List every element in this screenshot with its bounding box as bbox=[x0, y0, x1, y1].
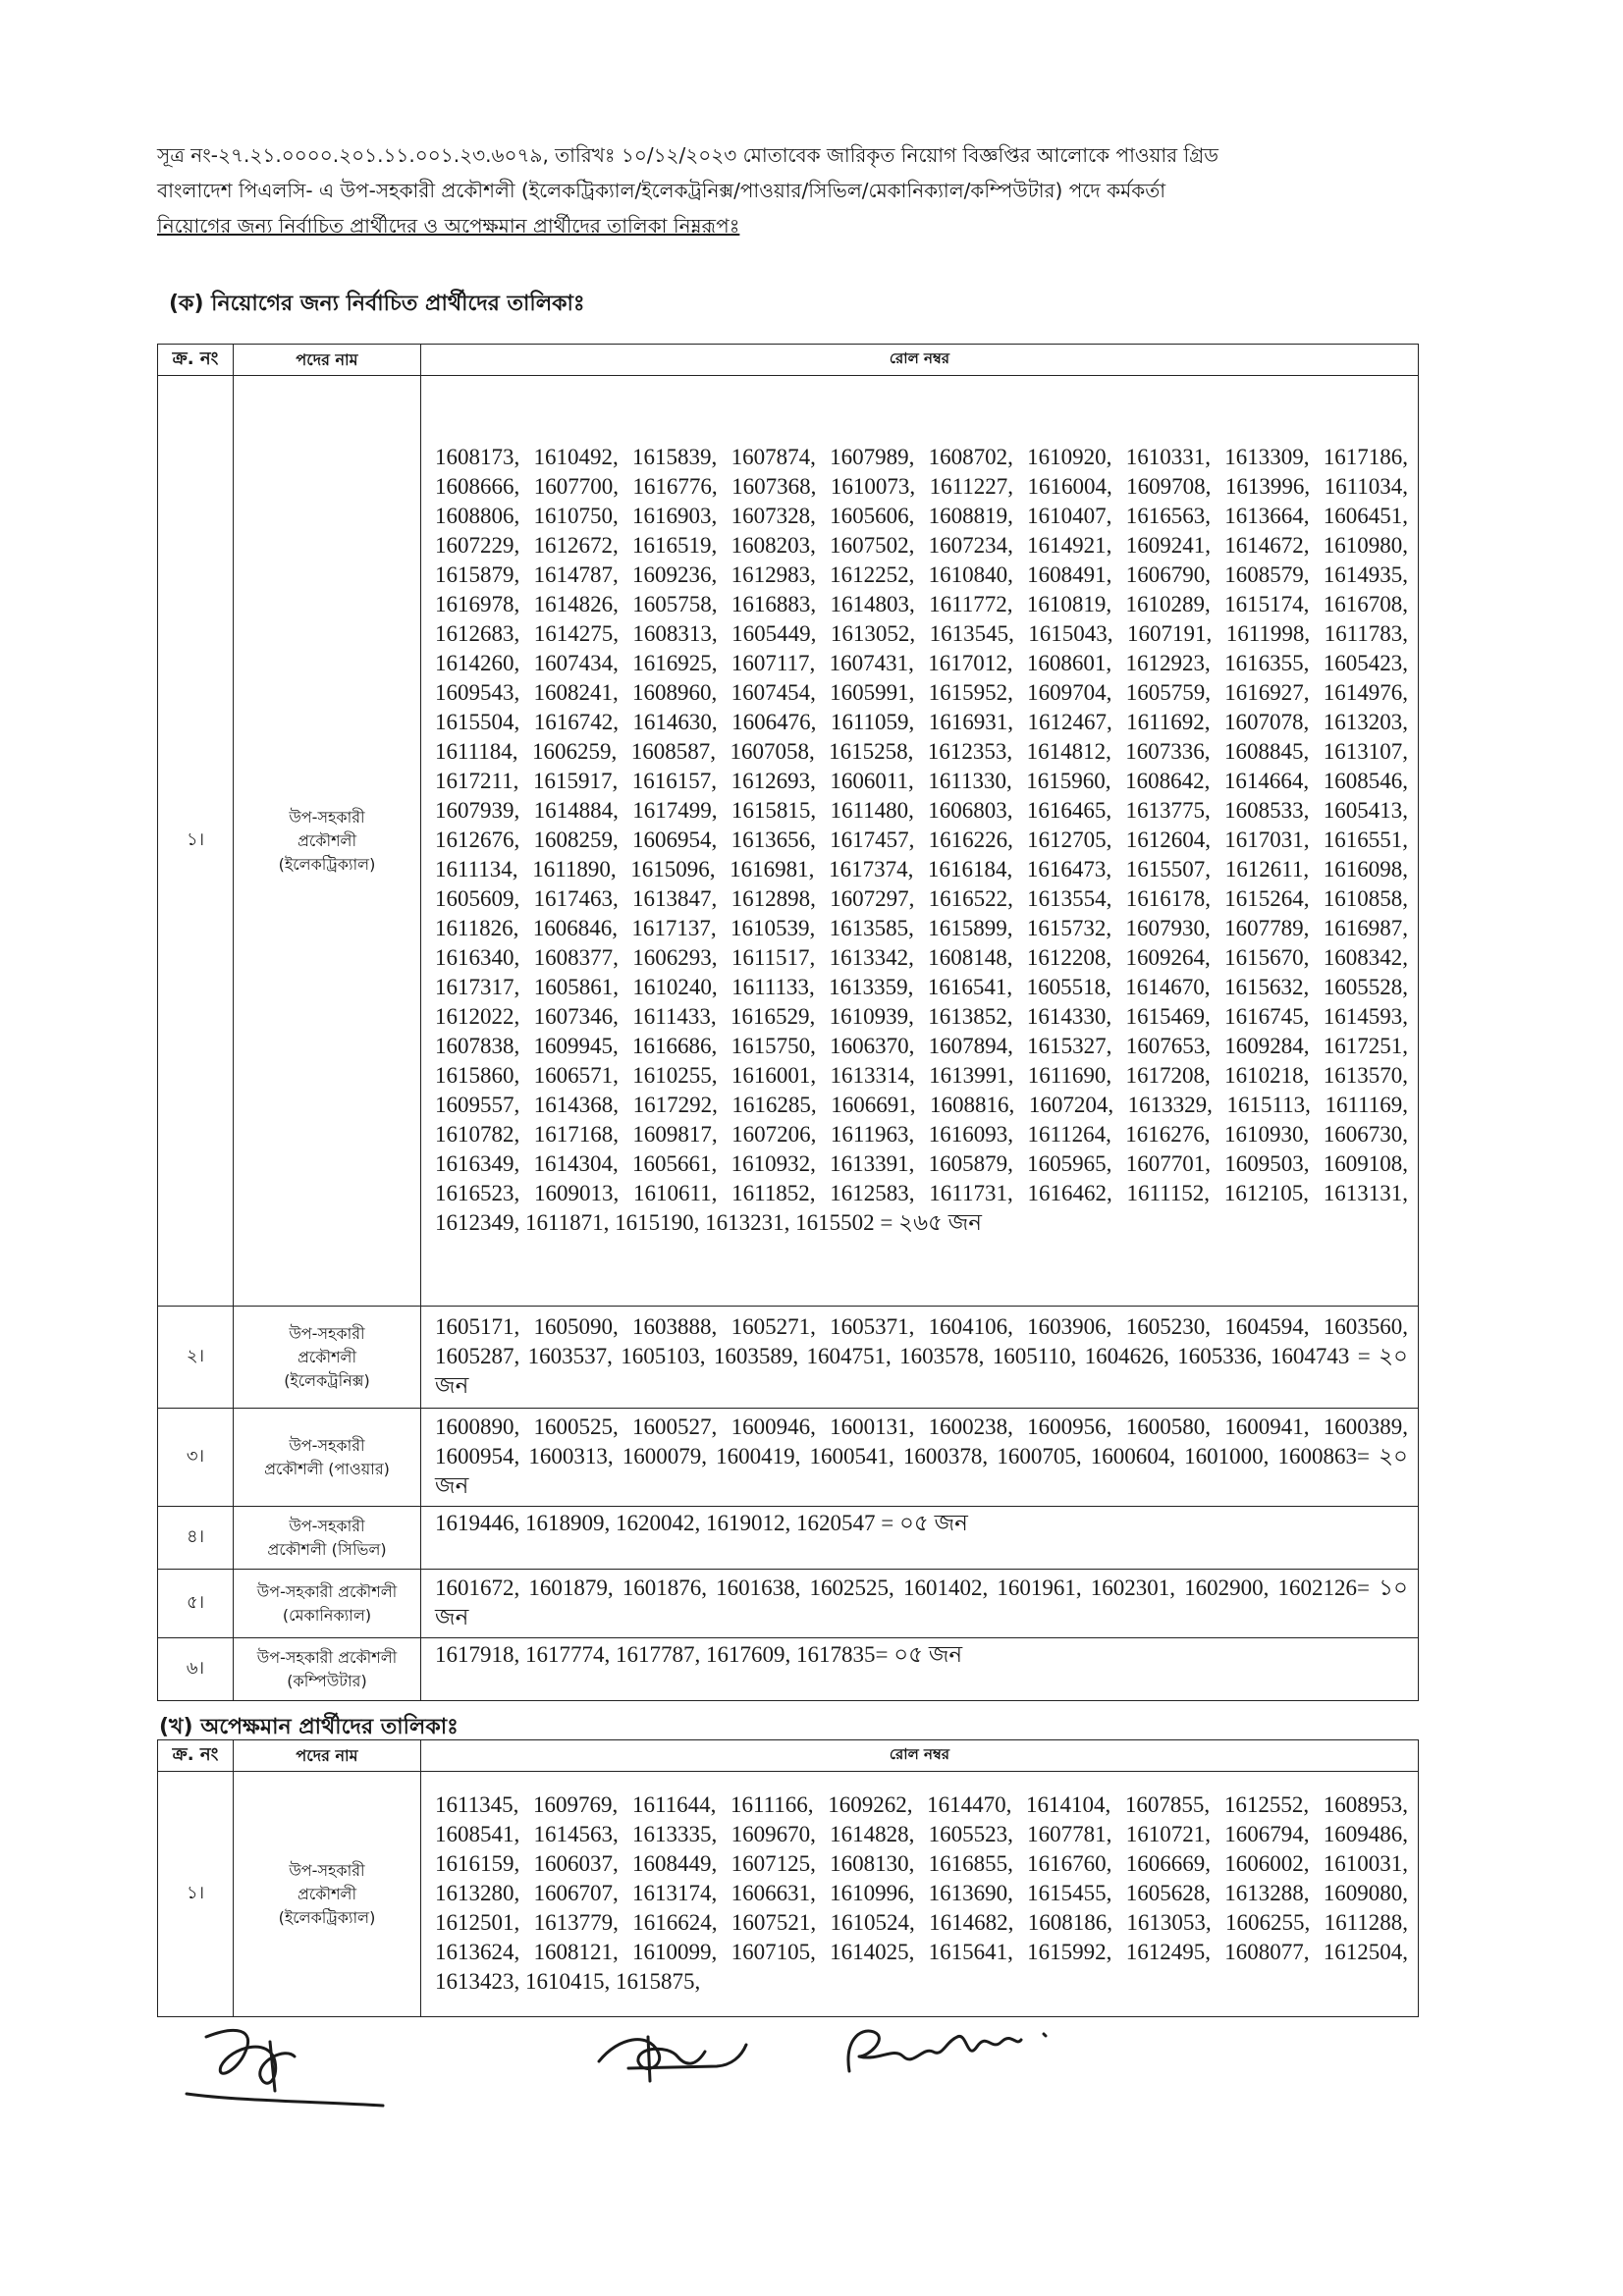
post-line: উপ-সহকারী bbox=[289, 1323, 365, 1343]
table-row bbox=[158, 1409, 1419, 1507]
post-line: উপ-সহকারী bbox=[289, 1435, 365, 1455]
post-line: প্রকৌশলী bbox=[297, 1884, 357, 1903]
header-serial: ক্র. নং bbox=[158, 1740, 234, 1772]
row-serial: ৫। bbox=[158, 1570, 234, 1638]
row-roll-numbers: 1605171, 1605090, 1603888, 1605271, 1605371, 1604106, 1603906, 1605230, 1604594, 1603560, 1605287, 1603537, 1605103, 1603589, 1604751, 1603578, 1605110, 1604626, 1605336, 1604743 = ২০ জন bbox=[421, 1307, 1419, 1409]
row-serial: ৬। bbox=[158, 1638, 234, 1701]
table-row bbox=[158, 1772, 1419, 2017]
row-serial: ৩। bbox=[158, 1409, 234, 1507]
signature-3 bbox=[820, 2002, 1075, 2091]
post-line: (কম্পিউটার) bbox=[287, 1671, 367, 1690]
header-post-name: পদের নাম bbox=[234, 1740, 421, 1772]
table-row bbox=[158, 1638, 1419, 1701]
signature-1 bbox=[177, 2007, 403, 2115]
table-row bbox=[158, 1570, 1419, 1638]
row-serial: ২। bbox=[158, 1307, 234, 1409]
post-line: (ইলেকট্রিক্যাল) bbox=[278, 854, 376, 874]
row-post-name bbox=[234, 1409, 421, 1507]
post-line: (ইলেকট্রনিক্স) bbox=[284, 1370, 370, 1390]
table-header-row bbox=[158, 345, 1419, 376]
post-line: উপ-সহকারী প্রকৌশলী bbox=[256, 1647, 398, 1667]
table-row bbox=[158, 376, 1419, 1307]
row-post-name bbox=[234, 1570, 421, 1638]
intro-paragraph bbox=[157, 137, 1419, 243]
row-roll-numbers: 1608173, 1610492, 1615839, 1607874, 1607989, 1608702, 1610920, 1610331, 1613309, 1617186, 1608666, 1607700, 1616776, 1607368, 1610073, 1611227, 1616004, 1609708, 1613996, 1611034, 1608806, 1610750, 1616903, 1607328, 1605606, 1608819, 1610407, 1616563, 1613664, 1606451, 1607229, 1612672, 1616519, 1608203, 1607502, 1607234, 1614921, 1609241, 1614672, 1610980, 1615879, 1614787, 1609236, 1612983, 1612252, 1610840, 1608491, 1606790, 1608579, 1614935, 1616978, 1614826, 1605758, 1616883, 1614803, 1611772, 1610819, 1610289, 1615174, 1616708, 1612683, 1614275, 1608313, 1605449, 1613052, 1613545, 1615043, 1607191, 1611998, 1611783, 1614260, 1607434, 1616925, 1607117, 1607431, 1617012, 1608601, 1612923, 1616355, 1605423, 1609543, 1608241, 1608960, 1607454, 1605991, 1615952, 1609704, 1605759, 1616927, 1614976, 1615504, 1616742, 1614630, 1606476, 1611059, 1616931, 1612467, 1611692, 1607078, 1613203, 1611184, 1606259, 1608587, 1607058, 1615258, 1612353, 1614812, 1607336, 1608845, 1613107, 1617211, 1615917, 1616157, 1612693, 1606011, 1611330, 1615960, 1608642, 1614664, 1608546, 1607939, 1614884, 1617499, 1615815, 1611480, 1606803, 1616465, 1613775, 1608533, 1605413, 1612676, 1608259, 1606954, 1613656, 1617457, 1616226, 1612705, 1612604, 1617031, 1616551, 1611134, 1611890, 1615096, 1616981, 1617374, 1616184, 1616473, 1615507, 1612611, 1616098, 1605609, 1617463, 1613847, 1612898, 1607297, 1616522, 1613554, 1616178, 1615264, 1610858, 1611826, 1606846, 1617137, 1610539, 1613585, 1615899, 1615732, 1607930, 1607789, 1616987, 1616340, 1608377, 1606293, 1611517, 1613342, 1608148, 1612208, 1609264, 1615670, 1608342, 1617317, 1605861, 1610240, 1611133, 1613359, 1616541, 1605518, 1614670, 1615632, 1605528, 1612022, 1607346, 1611433, 1616529, 1610939, 1613852, 1614330, 1615469, 1616745, 1614593, 1607838, 1609945, 1616686, 1615750, 1606370, 1607894, 1615327, 1607653, 1609284, 1617251, 1615860, 1606571, 1610255, 1616001, 1613314, 1613991, 1611690, 1617208, 1610218, 1613570, 1609557, 1614368, 1617292, 1616285, 1606691, 1608816, 1607204, 1613329, 1615113, 1611169, 1610782, 1617168, 1609817, 1607206, 1611963, 1616093, 1611264, 1616276, 1610930, 1606730, 1616349, 1614304, 1605661, 1610932, 1613391, 1605879, 1605965, 1607701, 1609503, 1609108, 1616523, 1609013, 1610611, 1611852, 1612583, 1611731, 1616462, 1611152, 1612105, 1613131, 1612349, 1611871, 1615190, 1613231, 1615502 = ২৬৫ জন bbox=[421, 376, 1419, 1307]
header-post-name: পদের নাম bbox=[234, 345, 421, 376]
row-serial: ১। bbox=[158, 376, 234, 1307]
row-roll-numbers: 1611345, 1609769, 1611644, 1611166, 1609262, 1614470, 1614104, 1607855, 1612552, 1608953, 1608541, 1614563, 1613335, 1609670, 1614828, 1605523, 1607781, 1610721, 1606794, 1609486, 1616159, 1606037, 1608449, 1607125, 1608130, 1616855, 1616760, 1606669, 1606002, 1610031, 1613280, 1606707, 1613174, 1606631, 1610996, 1613690, 1615455, 1605628, 1613288, 1609080, 1612501, 1613779, 1616624, 1607521, 1610524, 1614682, 1608186, 1613053, 1606255, 1611288, 1613624, 1608121, 1610099, 1607105, 1614025, 1615641, 1615992, 1612495, 1608077, 1612504, 1613423, 1610415, 1615875, bbox=[421, 1772, 1419, 2017]
post-line: প্রকৌশলী bbox=[297, 830, 357, 850]
post-line: উপ-সহকারী bbox=[289, 1516, 365, 1535]
intro-line-2: বাংলাদেশ পিএলসি- এ উপ-সহকারী প্রকৌশলী (ইলেকট্রিক্যাল/ইলেকট্রনিক্স/পাওয়ার/সিভিল/মেকানিক্যাল/কম্পিউটার) পদে কর্মকর্তা bbox=[157, 179, 1166, 202]
row-roll-numbers: 1619446, 1618909, 1620042, 1619012, 1620547 = ০৫ জন bbox=[421, 1507, 1419, 1570]
row-post-name bbox=[234, 376, 421, 1307]
header-roll-number: রোল নম্বর bbox=[421, 1740, 1419, 1772]
post-line: (ইলেকট্রিক্যাল) bbox=[278, 1907, 376, 1927]
table-row bbox=[158, 1507, 1419, 1570]
selected-candidates-table bbox=[157, 344, 1419, 1701]
row-post-name bbox=[234, 1638, 421, 1701]
row-roll-numbers: 1617918, 1617774, 1617787, 1617609, 1617835= ০৫ জন bbox=[421, 1638, 1419, 1701]
row-post-name bbox=[234, 1772, 421, 2017]
row-serial: ৪। bbox=[158, 1507, 234, 1570]
post-line: প্রকৌশলী (পাওয়ার) bbox=[264, 1459, 390, 1478]
signature-2 bbox=[589, 2007, 766, 2096]
header-roll-number: রোল নম্বর bbox=[421, 345, 1419, 376]
table-header-row bbox=[158, 1740, 1419, 1772]
row-post-name bbox=[234, 1507, 421, 1570]
row-roll-numbers: 1601672, 1601879, 1601876, 1601638, 1602525, 1601402, 1601961, 1602301, 1602900, 1602126= ১০ জন bbox=[421, 1570, 1419, 1638]
post-line: প্রকৌশলী (সিভিল) bbox=[267, 1539, 387, 1559]
row-serial: ১। bbox=[158, 1772, 234, 2017]
header-serial: ক্র. নং bbox=[158, 345, 234, 376]
intro-line-3: নিয়োগের জন্য নির্বাচিত প্রার্থীদের ও অপেক্ষমান প্রার্থীদের তালিকা নিম্নরূপঃ bbox=[157, 214, 740, 238]
post-line: উপ-সহকারী bbox=[289, 807, 365, 827]
waiting-section-title: (খ) অপেক্ষমান প্রার্থীদের তালিকাঃ bbox=[159, 1715, 459, 1739]
waiting-candidates-table bbox=[157, 1739, 1419, 2017]
post-line: (মেকানিক্যাল) bbox=[282, 1605, 372, 1625]
intro-line-1: সূত্র নং-২৭.২১.০০০০.২০১.১১.০০১.২৩.৬০৭৯, তারিখঃ ১০/১২/২০২৩ মোতাবেক জারিকৃত নিয়োগ বিজ্ঞপ্তির আলোকে পাওয়ার গ্রিড bbox=[157, 143, 1218, 167]
row-roll-numbers: 1600890, 1600525, 1600527, 1600946, 1600131, 1600238, 1600956, 1600580, 1600941, 1600389, 1600954, 1600313, 1600079, 1600419, 1600541, 1600378, 1600705, 1600604, 1601000, 1600863= ২০ জন bbox=[421, 1409, 1419, 1507]
row-post-name bbox=[234, 1307, 421, 1409]
post-line: উপ-সহকারী প্রকৌশলী bbox=[256, 1581, 398, 1601]
post-line: প্রকৌশলী bbox=[297, 1347, 357, 1366]
post-line: উপ-সহকারী bbox=[289, 1860, 365, 1880]
table-row bbox=[158, 1307, 1419, 1409]
selected-section-title: (ক) নিয়োগের জন্য নির্বাচিত প্রার্থীদের তালিকাঃ bbox=[169, 292, 585, 316]
